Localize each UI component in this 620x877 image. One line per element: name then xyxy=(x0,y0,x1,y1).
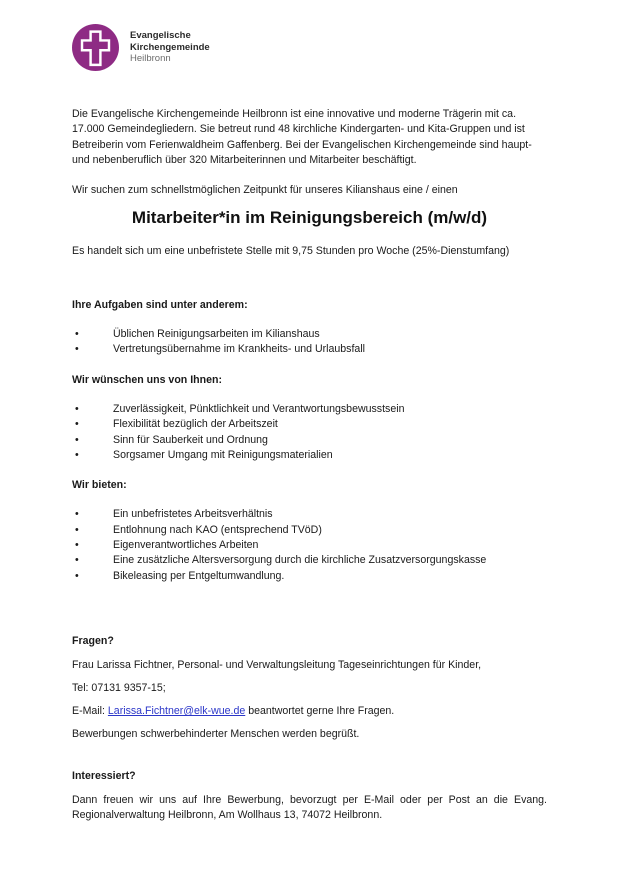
task-item-text: Üblichen Reinigungsarbeiten im Kilianshaus xyxy=(113,328,320,341)
email-label: E-Mail: xyxy=(72,705,108,718)
logo-line-1: Evangelische xyxy=(130,29,191,41)
bullet-icon: • xyxy=(75,569,79,582)
list-item xyxy=(72,433,547,448)
bullet-icon: • xyxy=(75,523,79,536)
contact-person: Frau Larissa Fichtner, Personal- und Verwaltungsleitung Tageseinrichtungen für Kinder, xyxy=(72,659,482,672)
church-logo xyxy=(72,24,547,71)
email-link[interactable]: Larissa.Fichtner@elk-wue.de xyxy=(107,705,246,718)
job-details: Es handelt sich um eine unbefristete Stelle mit 9,75 Stunden pro Woche (25%-Dienstumfang) xyxy=(72,245,510,258)
wish-item-text: Zuverlässigkeit, Pünktlichkeit und Verantwortungsbewusstsein xyxy=(113,402,405,415)
list-item xyxy=(72,553,547,568)
offer-item-text: Bikeleasing per Entgeltumwandlung. xyxy=(113,569,285,582)
bullet-icon: • xyxy=(75,328,79,341)
bullet-icon: • xyxy=(75,343,79,356)
disability-note: Bewerbungen schwerbehinderter Menschen werden begrüßt. xyxy=(72,728,360,741)
list-item xyxy=(72,327,547,342)
bullet-icon: • xyxy=(75,539,79,552)
wishes-list xyxy=(72,402,547,463)
job-title: Mitarbeiter*in im Reinigungsbereich (m/w/d) xyxy=(131,208,488,228)
wish-item-text: Sorgsamer Umgang mit Reinigungsmaterialien xyxy=(113,448,333,461)
tasks-heading: Ihre Aufgaben sind unter anderem: xyxy=(72,298,248,311)
offer-heading: Wir bieten: xyxy=(72,479,127,492)
list-item xyxy=(72,417,547,432)
task-item-text: Vertretungsübernahme im Krankheits- und Urlaubsfall xyxy=(113,343,366,356)
questions-heading: Fragen? xyxy=(72,634,114,647)
bullet-icon: • xyxy=(75,508,79,521)
bullet-icon: • xyxy=(75,433,79,446)
logo-wordmark xyxy=(130,30,210,65)
offer-item-text: Eigenverantwortliches Arbeiten xyxy=(113,539,259,552)
list-item xyxy=(72,569,547,584)
bullet-icon: • xyxy=(75,448,79,461)
intro-paragraph: Die Evangelische Kirchengemeinde Heilbronn ist eine innovative und moderne Trägerin mit ca. 17.000 Gemeindegliedern. Sie betreut rund 48 kirchliche Kindergarten- und Kita-Gruppen und ist Betreiberin vom Ferienwaldheim Gaffenberg. Bei der Evangelischen Kirchengemeinde sind haupt- und nebenberuflich über 320 Mitarbeiterinnen und Mitarbeiter beschäftigt. xyxy=(72,108,532,166)
offer-item-text: Ein unbefristetes Arbeitsverhältnis xyxy=(113,508,273,521)
logo-line-2: Kirchengemeinde xyxy=(130,41,210,53)
list-item xyxy=(72,342,547,357)
wishes-heading: Wir wünschen uns von Ihnen: xyxy=(72,373,222,386)
closing-paragraph: Dann freuen wir uns auf Ihre Bewerbung, bevorzugt per E-Mail oder per Post an die Evang. Regionalverwaltung Heilbronn, Am Wollhaus 13, 74072 Heilbronn. xyxy=(72,793,547,822)
offer-item-text: Entlohnung nach KAO (entsprechend TVöD) xyxy=(113,523,322,536)
offer-list xyxy=(72,507,547,583)
offer-item-text: Eine zusätzliche Altersversorgung durch die kirchliche Zusatzversorgungskasse xyxy=(113,554,487,567)
email-suffix-text: beantwortet gerne Ihre Fragen. xyxy=(245,705,395,718)
search-line: Wir suchen zum schnellstmöglichen Zeitpunkt für unseres Kilianshaus eine / einen xyxy=(72,184,458,197)
contact-phone: Tel: 07131 9357-15; xyxy=(72,682,166,695)
interested-heading: Interessiert? xyxy=(72,770,136,783)
bullet-icon: • xyxy=(75,418,79,431)
list-item xyxy=(72,538,547,553)
logo-line-3: Heilbronn xyxy=(130,53,171,65)
list-item xyxy=(72,507,547,522)
bullet-icon: • xyxy=(75,402,79,415)
contact-email-line xyxy=(72,704,547,719)
wish-item-text: Flexibilität bezüglich der Arbeitszeit xyxy=(113,418,278,431)
cross-logo-icon xyxy=(72,24,119,71)
list-item xyxy=(72,523,547,538)
wish-item-text: Sinn für Sauberkeit und Ordnung xyxy=(113,433,268,446)
list-item xyxy=(72,402,547,417)
bullet-icon: • xyxy=(75,554,79,567)
tasks-list xyxy=(72,327,547,358)
list-item xyxy=(72,448,547,463)
